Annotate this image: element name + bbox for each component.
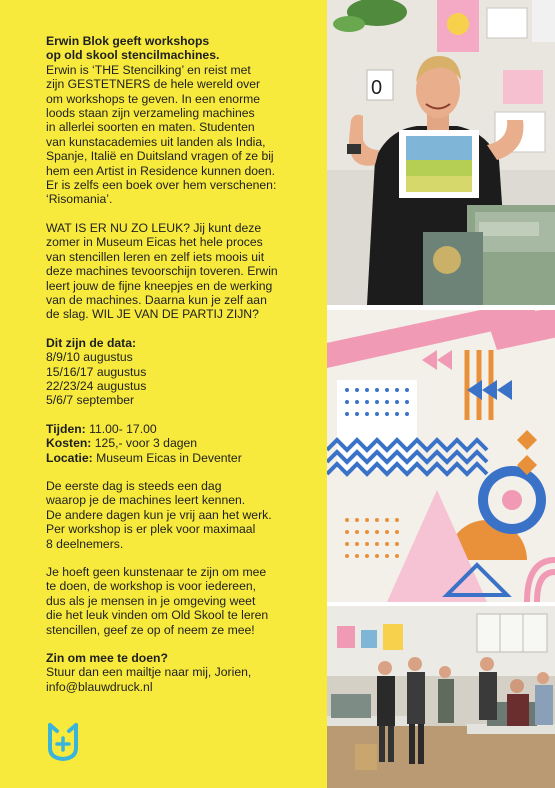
leuk-line: WAT IS ER NU ZO LEUK? Jij kunt deze [46, 220, 262, 235]
date-item: 8/9/10 augustus [46, 350, 133, 365]
leuk-line: van de machines. Daarna kun je zelf aan [46, 292, 267, 307]
contact-section [46, 651, 324, 694]
intro-body-line: hem een Artist in Residence kunnen doen. [46, 163, 276, 178]
date-item: 5/6/7 september [46, 393, 135, 408]
days-line: waarop je de machines leert kennen. [46, 493, 246, 508]
dates-heading: Dit zijn de data: [46, 335, 137, 350]
intro-body-line: van kunstacademies uit landen als India, [46, 134, 266, 149]
intro-body-line: Erwin is ‘THE Stencilking’ en reist met [46, 62, 251, 77]
everyone-line: te doen, de workshop is voor iedereen, [46, 579, 257, 594]
days-line: De eerste dag is steeds een dag [46, 478, 222, 493]
leuk-line: leert jouw de fijne kneepjes en de werking [46, 278, 273, 293]
info-section [46, 422, 324, 465]
contact-email[interactable]: info@blauwdruck.nl [46, 679, 153, 694]
contact-line: Stuur dan een mailtje naar mij, Jorien, [46, 665, 252, 680]
date-item: 15/16/17 augustus [46, 364, 147, 379]
photo-man-holding-print [327, 0, 555, 305]
leuk-line: zomer in Museum Eicas het hele proces [46, 235, 263, 250]
intro-body-line: Er is zelfs een boek over hem verschenen: [46, 178, 277, 193]
leuk-line: van stencillen leren en zelf iets moois uit [46, 249, 265, 264]
intro-paragraph [46, 34, 324, 207]
photo-column [327, 0, 555, 788]
days-line: 8 deelnemers. [46, 536, 124, 551]
intro-title-line: op old skool stencilmachines. [46, 48, 220, 63]
intro-body-line: zijn GESTETNERS de hele wereld over [46, 77, 261, 92]
days-line: Per workshop is er plek voor maximaal [46, 522, 256, 537]
everyone-line: dus als je mensen in je omgeving weet [46, 593, 256, 608]
leuk-line: deze machines tevoorschijn toveren. Erwin [46, 264, 278, 279]
dates-section [46, 336, 324, 408]
location-value: Museum Eicas in Deventer [92, 450, 242, 465]
intro-title-line: Erwin Blok geeft workshops [46, 34, 210, 48]
everyone-line: Je hoeft geen kunstenaar te zijn om mee [46, 565, 267, 579]
days-paragraph [46, 479, 324, 551]
costs-value: 125,- voor 3 dagen [91, 436, 198, 451]
times-row [46, 422, 324, 436]
intro-body-line: om workshops te geven. In een enorme [46, 91, 261, 106]
date-item: 22/23/24 augustus [46, 378, 147, 393]
leuk-paragraph [46, 221, 324, 322]
costs-label: Kosten: [46, 436, 92, 451]
times-value: 11.00- 17.00 [85, 421, 157, 436]
photo-workshop-room [327, 606, 555, 788]
photo-colorful-print [327, 310, 555, 602]
shield-plus-icon [46, 722, 80, 762]
everyone-paragraph [46, 565, 324, 637]
intro-body-line: ‘Risomania’. [46, 192, 113, 207]
times-label: Tijden: [46, 421, 86, 436]
svg-text:0: 0 [371, 77, 383, 99]
costs-row [46, 436, 324, 450]
location-row [46, 451, 324, 465]
intro-body-line: loods staan zijn verzameling machines [46, 106, 255, 121]
contact-heading: Zin om mee te doen? [46, 651, 168, 666]
leuk-line: de slag. WIL JE VAN DE PARTIJ ZIJN? [46, 307, 259, 322]
everyone-line: stencillen, geef ze op of neem ze mee! [46, 622, 255, 637]
intro-body-line: Spanje, Italië en Duitsland vragen of ze bij [46, 149, 274, 164]
location-label: Locatie: [46, 450, 93, 465]
intro-body-line: in allerlei soorten en maten. Studenten [46, 120, 255, 135]
days-line: De andere dagen kun je vrij aan het werk. [46, 507, 272, 522]
everyone-line: die het leuk vinden om Old Skool te leren [46, 608, 269, 623]
text-column [46, 34, 324, 708]
